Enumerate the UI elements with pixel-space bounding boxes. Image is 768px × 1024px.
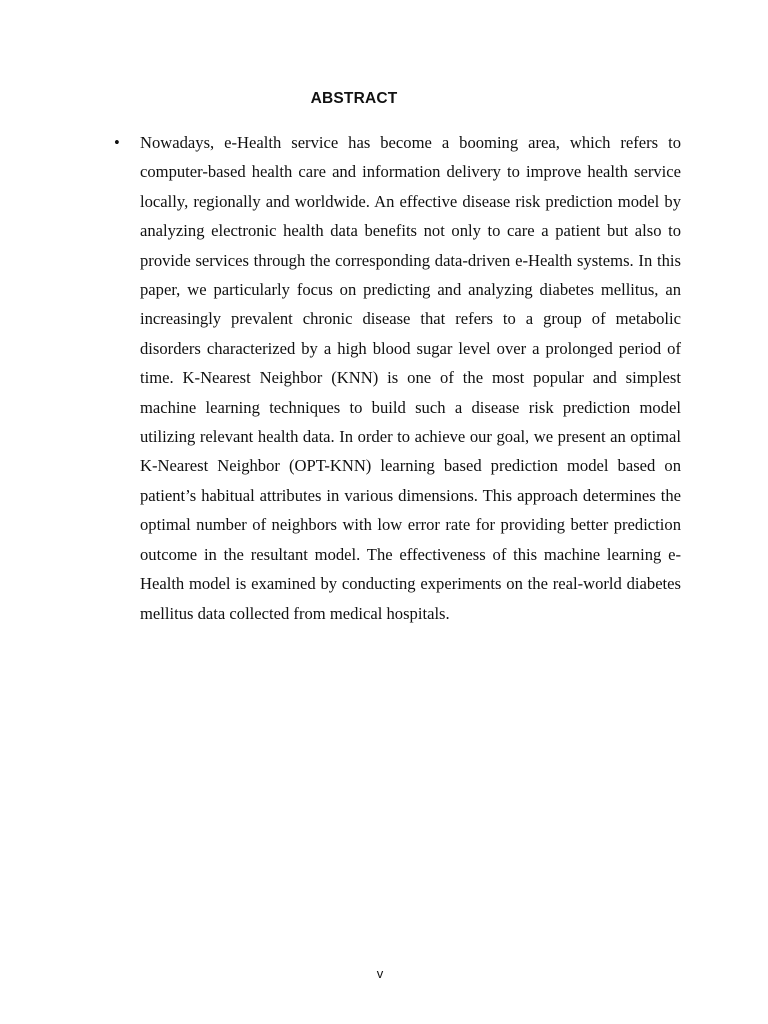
abstract-bullet-list xyxy=(111,128,681,628)
abstract-paragraph: Nowadays, e-Health service has become a booming area, which refers to computer-based health care and information delivery to improve health service locally, regionally and worldwide. An effective disease risk prediction model by analyzing electronic health data benefits not only to care a patient but also to provide services through the corresponding data-driven e-Health systems. In this paper, we particularly focus on predicting and analyzing diabetes mellitus, an increasingly prevalent chronic disease that refers to a group of metabolic disorders characterized by a high blood sugar level over a prolonged period of time. K-Nearest Neighbor (KNN) is one of the most popular and simplest machine learning techniques to build such a disease risk prediction model utilizing relevant health data. In order to achieve our goal, we present an optimal K-Nearest Neighbor (OPT-KNN) learning based prediction model based on patient’s habitual attributes in various dimensions. This approach determines the optimal number of neighbors with low error rate for providing better prediction outcome in the resultant model. The effectiveness of this machine learning e-Health model is examined by conducting experiments on the real-world diabetes mellitus data collected from medical hospitals. xyxy=(140,133,681,623)
abstract-heading: ABSTRACT xyxy=(310,90,398,107)
list-item xyxy=(111,128,681,628)
bullet-icon: • xyxy=(114,133,120,152)
page-number: v xyxy=(376,966,384,981)
